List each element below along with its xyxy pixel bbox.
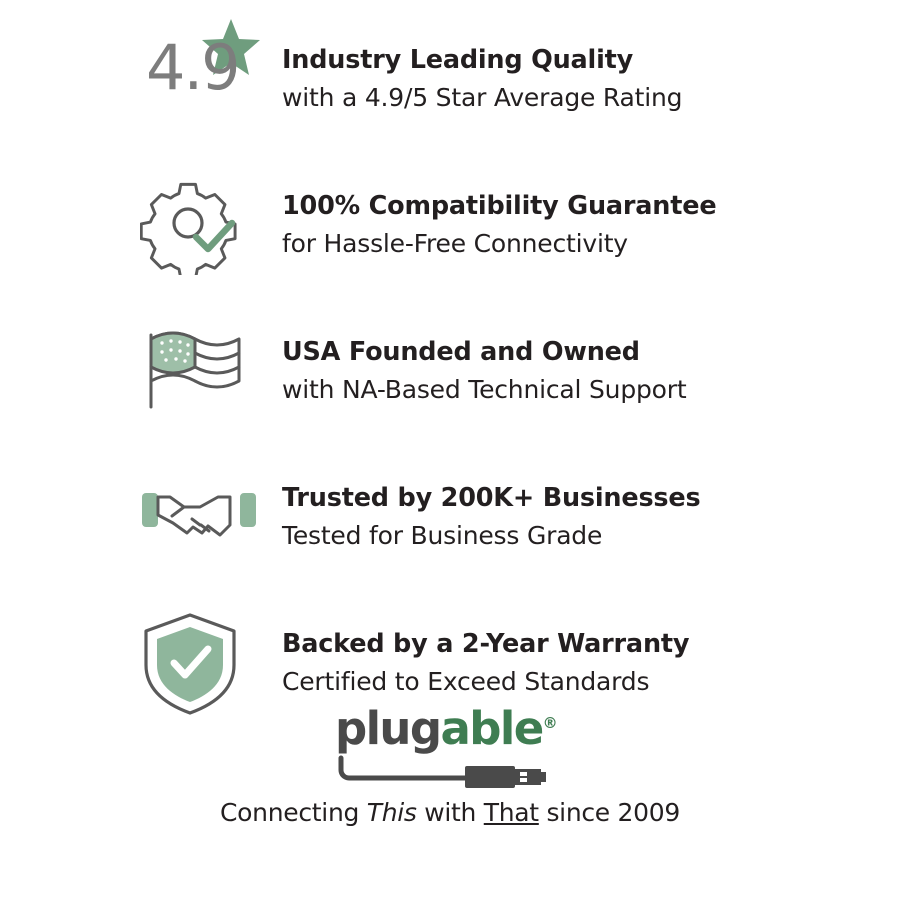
- feature-text: [260, 191, 716, 258]
- rating-star-icon: [140, 24, 260, 134]
- feature-subtitle: Tested for Business Grade: [282, 520, 603, 550]
- feature-item-quality: [0, 6, 900, 152]
- usb-connector-icon: [335, 752, 565, 792]
- tagline-middle: with: [416, 798, 484, 827]
- rating-value: 4.9: [146, 31, 239, 104]
- feature-title: Industry Leading Quality: [282, 45, 634, 76]
- logo-part-one: plug: [335, 702, 441, 755]
- usa-flag-icon: [140, 316, 260, 426]
- tagline-italic-word: This: [366, 798, 417, 827]
- feature-title: 100% Compatibility Guarantee: [282, 191, 717, 222]
- feature-text: [260, 337, 686, 404]
- logo-wordmark: [335, 702, 565, 755]
- feature-text: [260, 45, 682, 112]
- flag-icon: [140, 321, 250, 421]
- handshake-icon: [140, 462, 260, 572]
- feature-title: Backed by a 2-Year Warranty: [282, 629, 690, 660]
- feature-item-compatibility: [0, 152, 900, 298]
- feature-title: USA Founded and Owned: [282, 337, 640, 368]
- registered-mark: ®: [542, 714, 558, 732]
- handshake-glyph: [140, 477, 258, 557]
- feature-item-trusted: [0, 444, 900, 590]
- feature-subtitle: for Hassle-Free Connectivity: [282, 228, 628, 258]
- tagline-underlined-word: That: [483, 798, 539, 827]
- tagline: [0, 798, 900, 827]
- tagline-trail: since 2009: [538, 798, 680, 827]
- feature-subtitle: Certified to Exceed Standards: [282, 666, 650, 696]
- logo-part-two: able: [440, 702, 543, 755]
- feature-title: Trusted by 200K+ Businesses: [282, 483, 701, 514]
- footer: [0, 700, 900, 900]
- tagline-lead: Connecting: [220, 798, 367, 827]
- feature-subtitle: with a 4.9/5 Star Average Rating: [282, 82, 683, 112]
- brand-logo: [0, 702, 900, 770]
- feature-text: [260, 483, 701, 550]
- feature-item-usa: [0, 298, 900, 444]
- gear-icon: [140, 175, 244, 275]
- feature-text: [260, 629, 689, 696]
- feature-subtitle: with NA-Based Technical Support: [282, 374, 687, 404]
- gear-check-icon: [140, 170, 260, 280]
